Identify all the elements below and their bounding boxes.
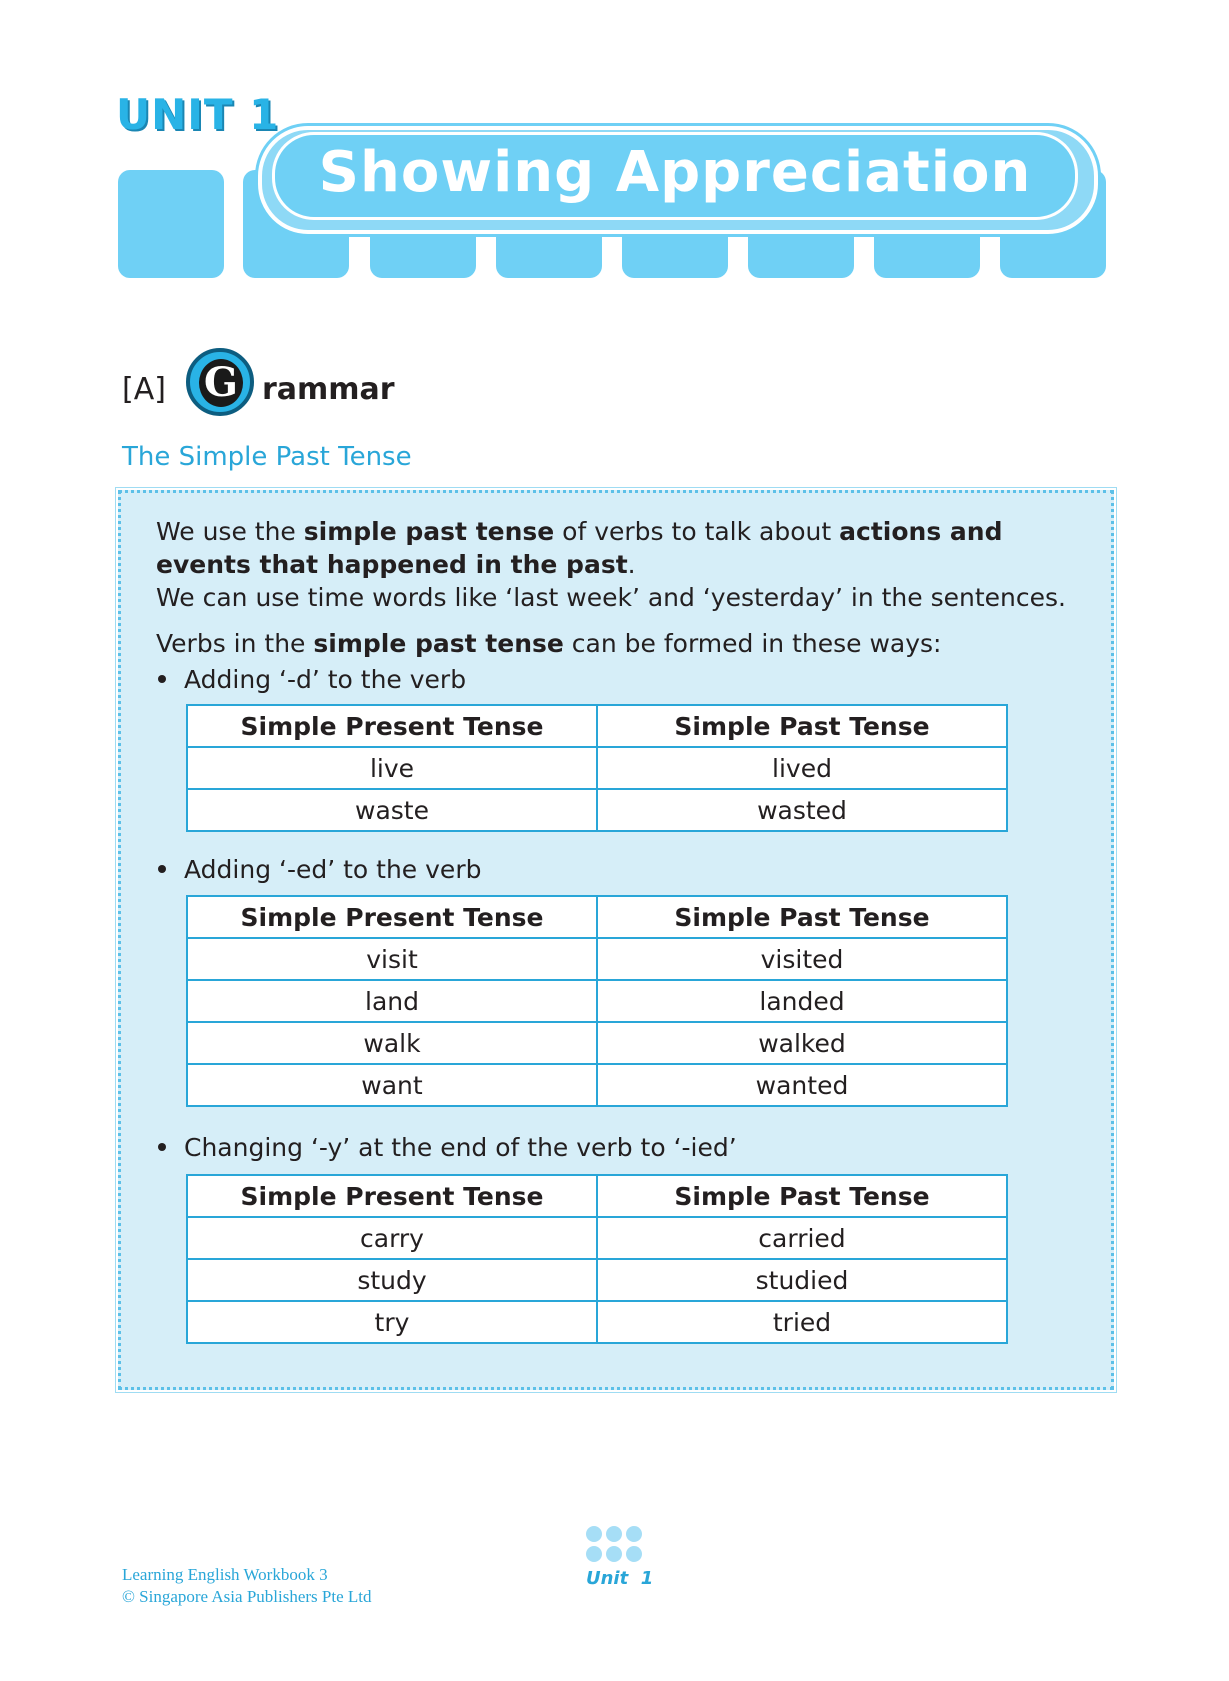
rule-text: Adding ‘-d’ to the verb [184, 665, 467, 694]
table-header-row [187, 705, 1007, 747]
subheading: The Simple Past Tense [122, 442, 412, 472]
past-cell: lived [597, 747, 1007, 789]
present-cell: live [187, 747, 597, 789]
intro-bold: simple past tense [313, 629, 564, 658]
past-cell: visited [597, 938, 1007, 980]
intro-text: We use the [156, 517, 304, 546]
footer-credits [122, 1564, 372, 1608]
page-title: Showing Appreciation [318, 140, 1032, 205]
present-cell: walk [187, 1022, 597, 1064]
table-row [187, 1301, 1007, 1343]
intro-text: . [627, 550, 636, 579]
page-number: 1 [640, 1568, 654, 1589]
present-cell: visit [187, 938, 597, 980]
past-cell: wasted [597, 789, 1007, 831]
column-header: Simple Present Tense [187, 896, 597, 938]
formation-paragraph [156, 627, 1096, 660]
present-cell: land [187, 980, 597, 1022]
badge-letter: G [199, 359, 243, 407]
section-tag: [A] [122, 372, 166, 407]
verb-table [186, 1174, 1008, 1344]
rule-bullet [158, 855, 481, 884]
table-row [187, 1064, 1007, 1106]
unit-label: UNIT 1 [116, 90, 280, 139]
past-cell: landed [597, 980, 1007, 1022]
copyright: © Singapore Asia Publishers Pte Ltd [122, 1587, 372, 1606]
book-title: Learning English Workbook 3 [122, 1565, 328, 1584]
section-title: rammar [262, 372, 395, 407]
table-row [187, 747, 1007, 789]
table-header-row [187, 1175, 1007, 1217]
column-header: Simple Present Tense [187, 705, 597, 747]
table-row [187, 980, 1007, 1022]
table-row [187, 789, 1007, 831]
table-row [187, 1022, 1007, 1064]
column-header: Simple Past Tense [597, 1175, 1007, 1217]
past-cell: tried [597, 1301, 1007, 1343]
rule-text: Adding ‘-ed’ to the verb [184, 855, 482, 884]
intro-bold: actions and events that happened in the past [156, 517, 1003, 579]
past-cell: carried [597, 1217, 1007, 1259]
intro-paragraph [156, 515, 1096, 581]
column-header: Simple Past Tense [597, 705, 1007, 747]
table-row [187, 1217, 1007, 1259]
bullet-dot-icon [158, 1143, 166, 1151]
grammar-badge-icon [186, 348, 254, 416]
intro-text: of verbs to talk about [554, 517, 840, 546]
page-number-logo-icon [586, 1526, 644, 1570]
past-cell: studied [597, 1259, 1007, 1301]
banner-block [118, 170, 224, 278]
table-row [187, 938, 1007, 980]
rule-bullet [158, 665, 466, 694]
intro-bold: simple past tense [303, 517, 555, 546]
intro-text: Verbs in the [156, 629, 314, 658]
time-words-paragraph: We can use time words like ‘last week’ and ‘yesterday’ in the sentences. [156, 583, 1066, 612]
bullet-dot-icon [158, 675, 166, 683]
verb-table [186, 895, 1008, 1107]
present-cell: try [187, 1301, 597, 1343]
column-header: Simple Past Tense [597, 896, 1007, 938]
present-cell: want [187, 1064, 597, 1106]
page-label: Unit [586, 1568, 629, 1589]
column-header: Simple Present Tense [187, 1175, 597, 1217]
bullet-dot-icon [158, 865, 166, 873]
present-cell: study [187, 1259, 597, 1301]
present-cell: waste [187, 789, 597, 831]
past-cell: walked [597, 1022, 1007, 1064]
table-header-row [187, 896, 1007, 938]
rule-bullet [158, 1133, 737, 1162]
page-indicator [586, 1568, 653, 1589]
rule-text: Changing ‘-y’ at the end of the verb to ‘-ied’ [184, 1133, 737, 1162]
past-cell: wanted [597, 1064, 1007, 1106]
verb-table [186, 704, 1008, 832]
intro-text: can be formed in these ways: [563, 629, 942, 658]
present-cell: carry [187, 1217, 597, 1259]
table-row [187, 1259, 1007, 1301]
